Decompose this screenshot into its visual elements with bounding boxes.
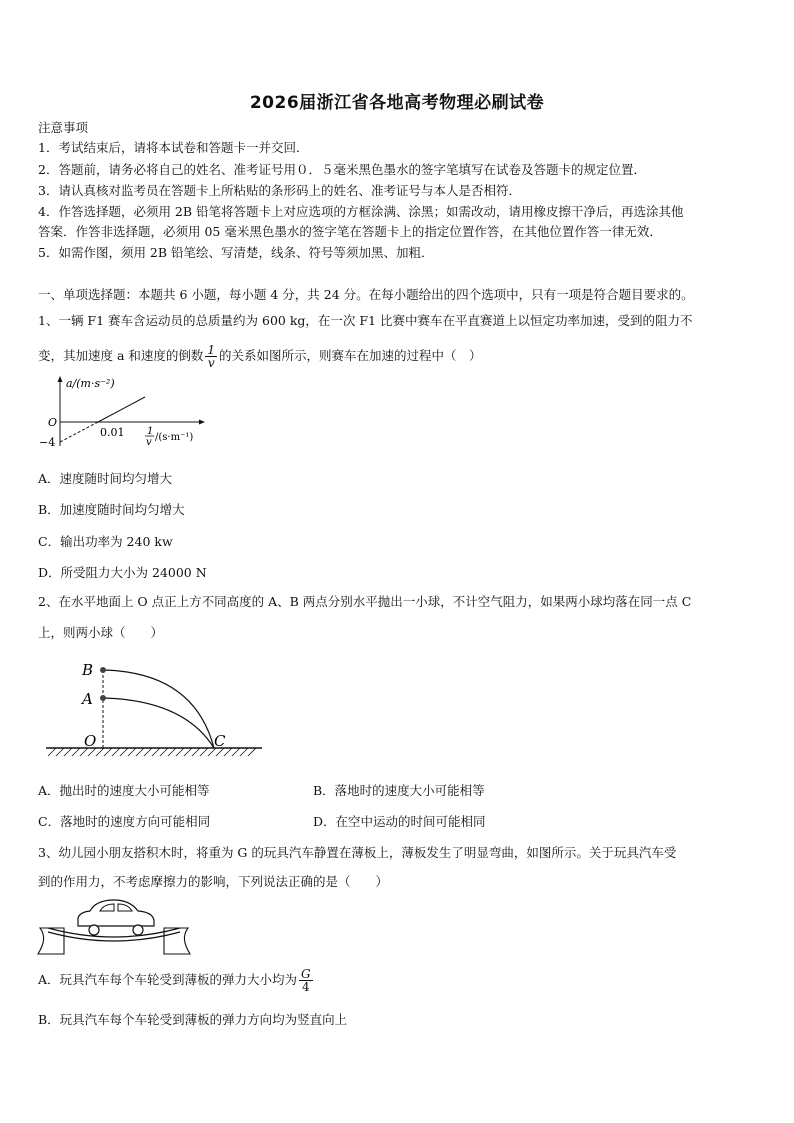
q1-option-c: C．输出功率为 240 kw (38, 534, 173, 549)
x-label-numerator: 1 (147, 426, 154, 437)
bent-plank-top (48, 928, 180, 937)
fraction-denominator: 4 (302, 980, 310, 994)
notice-item: 3．请认真核对监考员在答题卡上所粘贴的条形码上的姓名、准考证号与本人是否相符． (38, 183, 521, 198)
label-a: A (82, 690, 93, 708)
toy-car-body (78, 900, 154, 926)
label-b: B (82, 661, 94, 679)
section-heading: 一、单项选择题：本题共 6 小题，每小题 4 分，共 24 分。在每小题给出的四个选项中，只有一项是符合题目要求的。 (38, 287, 694, 302)
trajectory-b (103, 670, 214, 748)
q1-stem-line1: 1、一辆 F1 赛车含运动员的总质量约为 600 kg，在一次 F1 比赛中赛车在平直赛道上以恒定功率加速，受到的阻力不 (38, 313, 693, 328)
notice-item: 答案．作答非选择题，必须用 05 毫米黑色墨水的签字笔在答题卡上的指定位置作答，在其他位置作答一律无效． (38, 224, 662, 239)
q1-stem-line2 (38, 339, 482, 373)
notice-item: 2．答题前，请务必将自己的姓名、准考证号用０．５毫米黑色墨水的签字笔填写在试卷及答题卡的规定位置． (38, 162, 646, 177)
q3-option-b: B．玩具汽车每个车轮受到薄板的弹力方向均为竖直向上 (38, 1012, 348, 1027)
q2-diagram (44, 656, 264, 764)
q1-option-b: B．加速度随时间均匀增大 (38, 502, 185, 517)
toy-car-windows (100, 904, 132, 911)
q2-option-c: C．落地时的速度方向可能相同 (38, 814, 211, 829)
notice-heading: 注意事项 (38, 120, 89, 135)
q1-option-a: A．速度随时间均匀增大 (38, 471, 173, 486)
fraction-denominator: v (207, 356, 215, 370)
x-label-unit: /(s·m⁻¹) (155, 432, 194, 443)
notice-item: 5．如需作图，须用 2B 铅笔绘、写清楚，线条、符号等须加黑、加粗． (38, 245, 434, 260)
y-axis-label: a/(m·s⁻²) (66, 377, 115, 390)
fraction-numerator: 1 (207, 343, 216, 357)
graph-line-dashed (60, 422, 98, 442)
fraction-g-over-4 (299, 968, 313, 993)
q1-stem-text-a: 变，其加速度 a 和速度的倒数 (38, 348, 204, 363)
car-wheel-left (89, 925, 99, 935)
x-axis-arrow (199, 420, 205, 425)
q3-stem-line1: 3、幼儿园小朋友搭积木时，将重为 G 的玩具汽车静置在薄板上，薄板发生了明显弯曲，如图所示。关于玩具汽车受 (38, 845, 677, 860)
x-label-denominator: v (146, 437, 152, 448)
trajectory-a (103, 698, 214, 748)
right-support-block (164, 928, 190, 954)
y-axis-arrow (58, 376, 63, 382)
page-title: 2026届浙江省各地高考物理必刷试卷 (249, 93, 545, 113)
q2-option-d: D．在空中运动的时间可能相同 (313, 814, 486, 829)
q3-stem-line2: 到的作用力，不考虑摩擦力的影响，下列说法正确的是（ ） (38, 874, 389, 889)
q3-option-a-text: A．玩具汽车每个车轮受到薄板的弹力大小均为 (38, 972, 298, 987)
label-c: C (214, 732, 226, 750)
q1-graph (30, 374, 210, 450)
q2-option-a: A．抛出时的速度大小可能相等 (38, 783, 210, 798)
y-intercept-label: −4 (39, 436, 56, 449)
q2-stem-line1: 2、在水平地面上 O 点正上方不同高度的 A、B 两点分别水平抛出一小球，不计空气阻力，如果两小球均落在同一点 C (38, 594, 692, 609)
ball-b (100, 667, 106, 673)
x-intercept-label: 0.01 (100, 426, 125, 439)
graph-line (98, 397, 145, 422)
car-wheel-right (133, 925, 143, 935)
notice-item: 1．考试结束后，请将本试卷和答题卡一并交回． (38, 140, 309, 155)
notice-item: 4．作答选择题，必须用 2B 铅笔将答题卡上对应选项的方框涂满、涂黑；如需改动，请用橡皮擦干净后，再选涂其他 (38, 204, 684, 219)
fraction-numerator: G (301, 967, 311, 981)
fraction-1-over-v (205, 344, 217, 369)
ball-a (100, 695, 106, 701)
q2-stem-line2: 上，则两小球（ ） (38, 625, 164, 640)
left-support-block (38, 928, 64, 954)
q1-stem-text-b: 的关系如图所示，则赛车在加速的过程中（ ） (219, 348, 482, 363)
origin-label: O (48, 416, 58, 429)
q2-option-b: B．落地时的速度大小可能相等 (313, 783, 485, 798)
q1-option-d: D．所受阻力大小为 24000 N (38, 565, 207, 580)
q3-option-a (38, 962, 315, 998)
q3-diagram (34, 894, 194, 960)
label-o: O (84, 732, 97, 750)
